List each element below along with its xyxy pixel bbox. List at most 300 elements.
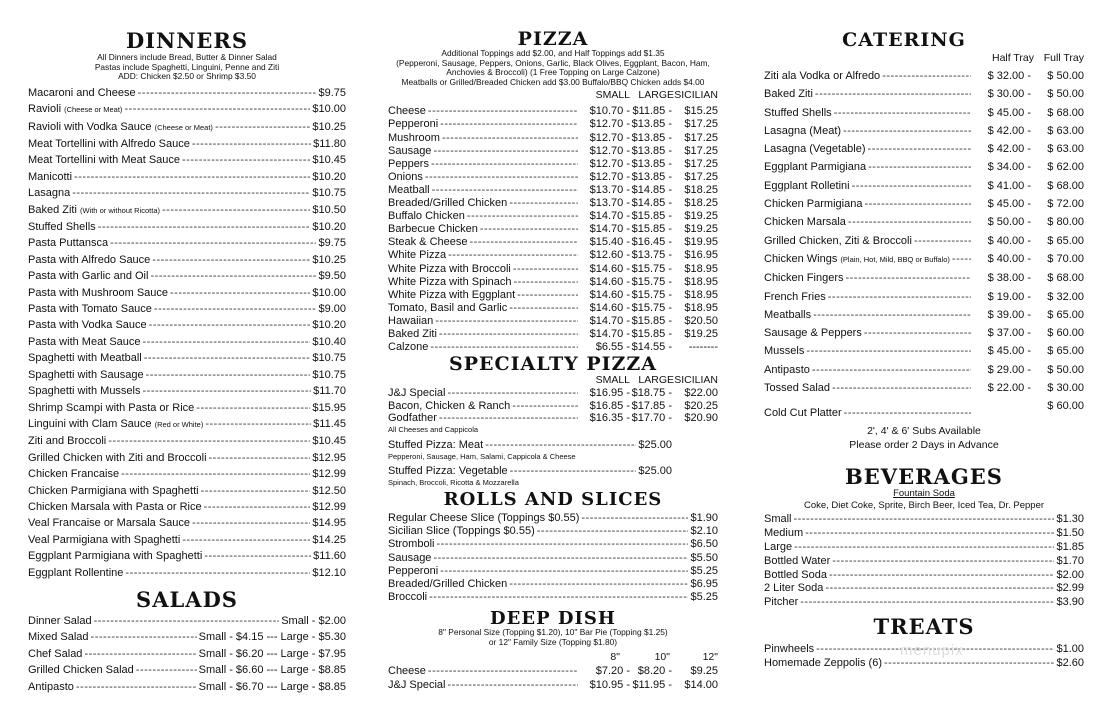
dinners-notes — [28, 53, 346, 82]
menu-item — [28, 532, 346, 548]
item-prices — [973, 288, 1084, 306]
item-price: $14.70 - — [589, 223, 630, 236]
menu-item — [388, 263, 718, 276]
item-price: $11.60 — [313, 550, 346, 563]
menu-item — [388, 328, 718, 341]
item-name — [28, 152, 180, 168]
item-name-text: Pasta with Meat Sauce — [28, 335, 141, 348]
dot-leader — [448, 249, 578, 262]
item-name — [764, 122, 841, 140]
menu-item — [388, 289, 718, 302]
note-line: All Dinners include Bread, Butter & Dinner Salad — [97, 52, 277, 62]
item-prices — [973, 397, 1084, 415]
item-price: $14.70 - — [589, 210, 630, 223]
item-name — [764, 158, 866, 176]
deepdish-notes — [388, 628, 718, 647]
item-name-text: Small — [764, 512, 792, 525]
item-price: $14.85 - — [631, 197, 672, 210]
godfather-note: All Cheeses and Cappicola — [388, 424, 479, 434]
dot-leader — [431, 158, 578, 171]
item-price: $ 60.00 — [1047, 400, 1084, 413]
catering-title: CATERING — [842, 29, 966, 51]
item-prices — [580, 276, 718, 289]
menu-item — [28, 169, 346, 185]
dot-leader — [510, 464, 637, 478]
menu-item — [388, 132, 718, 145]
item-price: $ 22.00 - — [987, 382, 1031, 395]
menu-item — [388, 678, 718, 692]
item-price: $ 37.00 - — [987, 327, 1031, 340]
menu-item — [28, 662, 346, 678]
item-name — [764, 513, 792, 527]
dot-leader — [192, 515, 310, 531]
item-name — [28, 662, 134, 678]
item-name-text: Meat Tortellini with Meat Sauce — [28, 154, 181, 167]
dot-leader — [124, 101, 310, 117]
item-prices — [580, 171, 718, 184]
menu-item — [28, 548, 346, 564]
item-prices — [973, 140, 1084, 158]
item-name — [764, 67, 880, 85]
menu-item — [28, 613, 346, 629]
stuffed-pizza-list — [388, 438, 718, 487]
item-price: $11.95 - — [632, 678, 672, 691]
item-name — [388, 263, 511, 276]
item-price: $5.25 — [690, 564, 718, 577]
item-price: $19.25 — [684, 210, 718, 223]
item-name — [764, 582, 823, 596]
item-price: $10.70 - — [589, 105, 630, 118]
item-price: $5.50 — [690, 551, 718, 564]
menu-item — [388, 118, 718, 131]
item-name — [764, 195, 862, 213]
menu-item — [764, 361, 1084, 379]
item-name — [764, 250, 950, 269]
dot-leader — [76, 679, 197, 695]
item-prices — [580, 105, 718, 118]
item-name-text: White Pizza — [388, 249, 447, 262]
menu-item — [764, 250, 1084, 269]
item-name-text: White Pizza with Spinach — [388, 275, 512, 288]
item-price: $6.50 — [690, 538, 718, 551]
menu-item — [388, 302, 718, 315]
dot-leader — [428, 105, 578, 118]
item-name-text: Breaded/Grilled Chicken — [388, 577, 508, 590]
dot-leader — [864, 324, 971, 342]
item-name-text: Chicken Fingers — [764, 272, 844, 285]
item-name-text: Hawaiian — [388, 314, 434, 327]
item-price: $13.85 - — [631, 118, 672, 131]
item-name-text: Pasta with Vodka Sauce — [28, 319, 147, 332]
menu-item — [28, 268, 346, 284]
dot-leader — [513, 263, 578, 276]
dot-leader — [204, 548, 311, 564]
item-name — [28, 483, 199, 499]
dot-leader — [467, 210, 578, 223]
menu-item — [388, 591, 718, 604]
menu-item — [28, 499, 346, 515]
column-header: 8" — [610, 650, 620, 663]
menu-item — [28, 466, 346, 482]
item-name — [764, 555, 830, 569]
dot-leader — [143, 383, 312, 399]
item-name-text: Tomato, Basil and Garlic — [388, 301, 508, 314]
column-header: LARGE — [638, 89, 674, 102]
item-name — [388, 328, 437, 341]
item-name-text: Stuffed Shells — [764, 106, 832, 119]
item-name — [764, 596, 798, 610]
item-price: $16.95 — [684, 249, 718, 262]
item-price: $ 38.00 - — [987, 272, 1031, 285]
dot-leader — [812, 361, 971, 379]
item-name — [764, 324, 862, 342]
dot-leader — [94, 613, 280, 629]
dot-leader — [154, 301, 317, 317]
menu-item — [764, 342, 1084, 360]
item-price: $19.25 — [684, 327, 718, 340]
deepdish-title: DEEP DISH — [490, 608, 616, 630]
menu-item — [28, 629, 346, 645]
menu-item — [28, 334, 346, 350]
item-note: Spinach, Broccoli, Ricotta & Mozzarella — [388, 477, 519, 487]
item-prices — [580, 302, 718, 315]
item-name-text: Chicken Parmigiana with Spaghetti — [28, 484, 199, 497]
item-name — [28, 169, 72, 185]
item-prices — [580, 223, 718, 236]
item-price: $13.70 - — [589, 197, 630, 210]
item-price: $14.00 — [684, 678, 718, 691]
item-price: $ 40.00 - — [987, 252, 1031, 265]
item-name — [764, 379, 830, 397]
item-prices — [580, 210, 718, 223]
item-price: $20.90 — [684, 412, 718, 425]
item-name-text: Ravioli with Vodka Sauce — [28, 120, 152, 133]
note-line: or 12" Family Size (Topping $1.80) — [488, 636, 618, 647]
item-name — [388, 387, 445, 400]
item-name — [764, 361, 810, 379]
note-line: Pastas include Spaghetti, Linguini, Penne and Ziti — [94, 61, 280, 72]
item-price: $13.75 - — [631, 249, 672, 262]
item-name: Stuffed Pizza: Vegetable — [388, 464, 508, 477]
item-price: $20.50 — [684, 314, 718, 327]
item-price: $14.95 — [312, 517, 346, 530]
dot-leader — [143, 334, 311, 350]
item-price: $ 45.00 - — [987, 106, 1031, 119]
item-prices — [973, 269, 1084, 287]
item-price: $13.85 - — [631, 157, 672, 170]
dot-leader — [485, 438, 636, 452]
menu-item — [28, 383, 346, 399]
item-price: $10.75 — [312, 352, 346, 365]
dot-leader — [829, 569, 1054, 583]
item-price: $14.60 - — [589, 262, 630, 275]
menu-item — [388, 171, 718, 184]
item-name — [388, 315, 433, 328]
menu-item — [28, 119, 346, 136]
dot-leader — [425, 171, 578, 184]
item-price: $10.20 — [312, 170, 346, 183]
item-price: $ 29.00 - — [987, 363, 1031, 376]
item-price: $12.70 - — [589, 170, 630, 183]
dot-leader — [136, 662, 197, 678]
item-price: $15.75 - — [631, 288, 672, 301]
dot-leader — [91, 629, 197, 645]
left-column — [28, 0, 346, 695]
item-name — [388, 552, 431, 565]
item-name — [388, 118, 438, 131]
dot-leader — [914, 232, 971, 250]
menu-item — [764, 288, 1084, 306]
item-name-text: Cheese — [388, 664, 426, 677]
item-name — [388, 412, 437, 425]
menu-item — [28, 367, 346, 383]
item-price: $2.00 — [1056, 568, 1084, 581]
item-price: $17.25 — [684, 157, 718, 170]
menu-item — [28, 483, 346, 499]
item-name — [28, 350, 142, 366]
item-name — [764, 656, 882, 670]
item-name-text: Bacon, Chicken & Ranch — [388, 399, 511, 412]
item-price: Small - $6.70 --- Large - $8.85 — [198, 680, 346, 693]
dot-leader — [192, 136, 311, 152]
item-name — [28, 433, 106, 449]
item-prices — [580, 118, 718, 131]
menu-item — [388, 565, 718, 578]
item-name-text: Breaded/Grilled Chicken — [388, 197, 508, 210]
item-price: $15.25 — [684, 105, 718, 118]
dot-leader — [794, 513, 1055, 527]
item-name-text: Cold Cut Platter — [764, 406, 842, 419]
item-name — [388, 341, 428, 354]
dot-leader — [182, 152, 310, 168]
dot-leader — [447, 387, 578, 400]
item-name-text: Meatballs — [764, 308, 812, 321]
item-name — [28, 416, 203, 433]
item-price: $9.00 — [318, 303, 346, 316]
item-name — [388, 678, 445, 692]
item-name-text: Spaghetti with Sausage — [28, 368, 144, 381]
menu-item — [764, 177, 1084, 195]
menu-item — [764, 232, 1084, 250]
item-name-text: Pinwheels — [764, 643, 815, 656]
item-price: $12.95 — [312, 451, 346, 464]
item-price: $2.10 — [690, 525, 718, 538]
item-price: $17.25 — [684, 144, 718, 157]
item-name-text: J&J Special — [388, 678, 446, 691]
menu-item — [764, 324, 1084, 342]
menu-item — [764, 104, 1084, 122]
menu-item — [28, 252, 346, 268]
item-price: $18.95 — [684, 288, 718, 301]
item-name-text: Veal Parmigiana with Spaghetti — [28, 533, 181, 546]
item-name — [764, 288, 826, 306]
dot-leader — [794, 541, 1054, 555]
note-line: Please order 2 Days in Advance — [849, 438, 999, 451]
right-column — [764, 0, 1084, 670]
item-price: $19.95 — [684, 236, 718, 249]
item-price: $11.45 — [313, 417, 346, 430]
item-price: $ 68.00 — [1047, 179, 1084, 192]
dot-leader — [433, 145, 578, 158]
item-price: $15.85 - — [631, 223, 672, 236]
item-price: $ 40.00 - — [987, 234, 1031, 247]
item-price: $1.00 — [1056, 643, 1084, 656]
item-name-text: Cheese — [388, 105, 426, 118]
column-header: SMALL — [595, 89, 630, 102]
dot-leader — [868, 140, 971, 158]
item-name-text: Ziti and Broccoli — [28, 435, 107, 448]
item-price: $17.25 — [684, 170, 718, 183]
beverages-flavors: Coke, Diet Coke, Sprite, Birch Beer, Iced Tea, Dr. Pepper — [803, 499, 1045, 511]
menu-item — [388, 464, 718, 478]
item-price: $14.70 - — [589, 314, 630, 327]
dot-leader — [182, 532, 310, 548]
item-price: $10.75 — [312, 368, 346, 381]
beverages-list — [764, 513, 1084, 610]
item-name — [28, 679, 74, 695]
dot-leader — [110, 235, 316, 251]
dot-leader — [439, 412, 578, 425]
dot-leader — [125, 565, 310, 581]
item-name-text: Eggplant Rollentine — [28, 566, 124, 579]
item-name — [28, 532, 180, 548]
item-name — [28, 136, 190, 152]
dot-leader — [864, 195, 971, 213]
item-note: (Cheese or Meat) — [154, 122, 213, 132]
menu-item — [388, 184, 718, 197]
dot-leader — [108, 433, 310, 449]
item-price: $15.75 - — [631, 275, 672, 288]
dot-leader — [152, 252, 310, 268]
menu-item — [764, 306, 1084, 324]
note-line: 2', 4' & 6' Subs Available — [867, 424, 981, 437]
item-name-text: Onions — [388, 170, 423, 183]
dot-leader — [144, 350, 311, 366]
item-name — [388, 105, 426, 118]
item-name — [388, 400, 510, 413]
dinners-list — [28, 85, 346, 581]
item-price: $17.70 - — [631, 412, 672, 425]
item-name-text: Sausage — [388, 144, 432, 157]
item-price: $18.95 — [684, 262, 718, 275]
item-name-text: Baked Ziti — [764, 88, 813, 101]
menu-item — [28, 646, 346, 662]
dot-leader — [509, 578, 688, 591]
dot-leader — [138, 85, 317, 101]
dot-leader — [509, 302, 578, 315]
menu-item — [764, 513, 1084, 527]
item-name-text: Spaghetti with Meatball — [28, 352, 142, 365]
menu-item — [388, 158, 718, 171]
menu-item — [28, 202, 346, 219]
item-name-text: Sicilian Slice (Toppings $0.55) — [388, 525, 535, 538]
dot-leader — [146, 367, 311, 383]
dot-leader — [429, 591, 688, 604]
item-name — [764, 269, 843, 287]
item-price: $14.25 — [312, 533, 346, 546]
middle-column — [388, 0, 718, 692]
deepdish-size-header — [388, 651, 718, 664]
item-price: $ 60.00 — [1047, 327, 1084, 340]
item-name: Stuffed Pizza: Meat — [388, 438, 484, 451]
item-prices — [580, 289, 718, 302]
catering-notes — [764, 424, 1084, 452]
item-price: $18.75 - — [631, 387, 672, 400]
item-price: $18.25 — [684, 197, 718, 210]
item-name-text: Dinner Salad — [28, 614, 92, 627]
item-name — [28, 219, 96, 235]
item-name-text: Large — [764, 540, 793, 553]
column-header: 12" — [702, 650, 718, 663]
item-price: $ 68.00 — [1047, 272, 1084, 285]
item-name-text: Pasta with Garlic and Oil — [28, 270, 149, 283]
item-price: $12.99 — [312, 468, 346, 481]
item-price: $ 70.00 — [1047, 252, 1084, 265]
item-name — [28, 400, 194, 416]
item-price: $14.85 - — [631, 183, 672, 196]
item-name-text: Lasagna (Vegetable) — [764, 143, 866, 156]
item-prices — [973, 324, 1084, 342]
item-price: $13.85 - — [631, 170, 672, 183]
item-note: Pepperoni, Sausage, Ham, Salami, Cappicola & Cheese — [388, 451, 576, 461]
item-price: $6.55 - — [595, 341, 630, 354]
dot-leader — [828, 288, 971, 306]
menu-item — [28, 101, 346, 118]
item-price: $7.20 - — [595, 664, 630, 677]
item-prices — [580, 132, 718, 145]
item-price: $14.60 - — [589, 288, 630, 301]
menu-item — [764, 397, 1084, 422]
menu-item — [388, 578, 718, 591]
item-price: $ 50.00 — [1047, 88, 1084, 101]
menu-item — [388, 525, 718, 538]
item-price: $ 19.00 - — [987, 290, 1031, 303]
item-prices — [580, 158, 718, 171]
pizza-size-header — [388, 89, 718, 102]
item-price: $10.25 — [312, 120, 346, 133]
dot-leader — [84, 646, 196, 662]
column-header: Full Tray — [1043, 52, 1084, 64]
dot-leader — [447, 678, 578, 692]
menu-item — [28, 235, 346, 251]
dot-leader — [517, 289, 578, 302]
item-name — [388, 276, 512, 289]
item-price: $ 50.00 - — [987, 216, 1031, 229]
item-name-text: Mixed Salad — [28, 631, 89, 644]
item-price: $13.85 - — [631, 131, 672, 144]
item-name-text: J&J Special — [388, 387, 446, 400]
item-name — [28, 85, 136, 101]
item-name-text: Chicken Marsala — [764, 216, 846, 229]
item-price: $ 32.00 — [1047, 290, 1084, 303]
item-name-text: 2 Liter Soda — [764, 582, 824, 595]
item-name-text: Buffalo Chicken — [388, 210, 465, 223]
item-price: $ 42.00 - — [987, 143, 1031, 156]
menu-item — [388, 512, 718, 525]
item-price: $ 65.00 — [1047, 234, 1084, 247]
dot-leader — [435, 315, 578, 328]
dot-leader — [470, 236, 579, 249]
item-name — [388, 223, 478, 236]
menu-item — [28, 185, 346, 201]
item-name-text: Stuffed Shells — [28, 221, 96, 234]
item-name — [388, 145, 431, 158]
item-prices — [580, 678, 718, 692]
item-price: $13.70 - — [589, 183, 630, 196]
item-name-text: White Pizza with Broccoli — [388, 262, 511, 275]
item-name-text: Stromboli — [388, 538, 435, 551]
dot-leader — [162, 202, 310, 218]
